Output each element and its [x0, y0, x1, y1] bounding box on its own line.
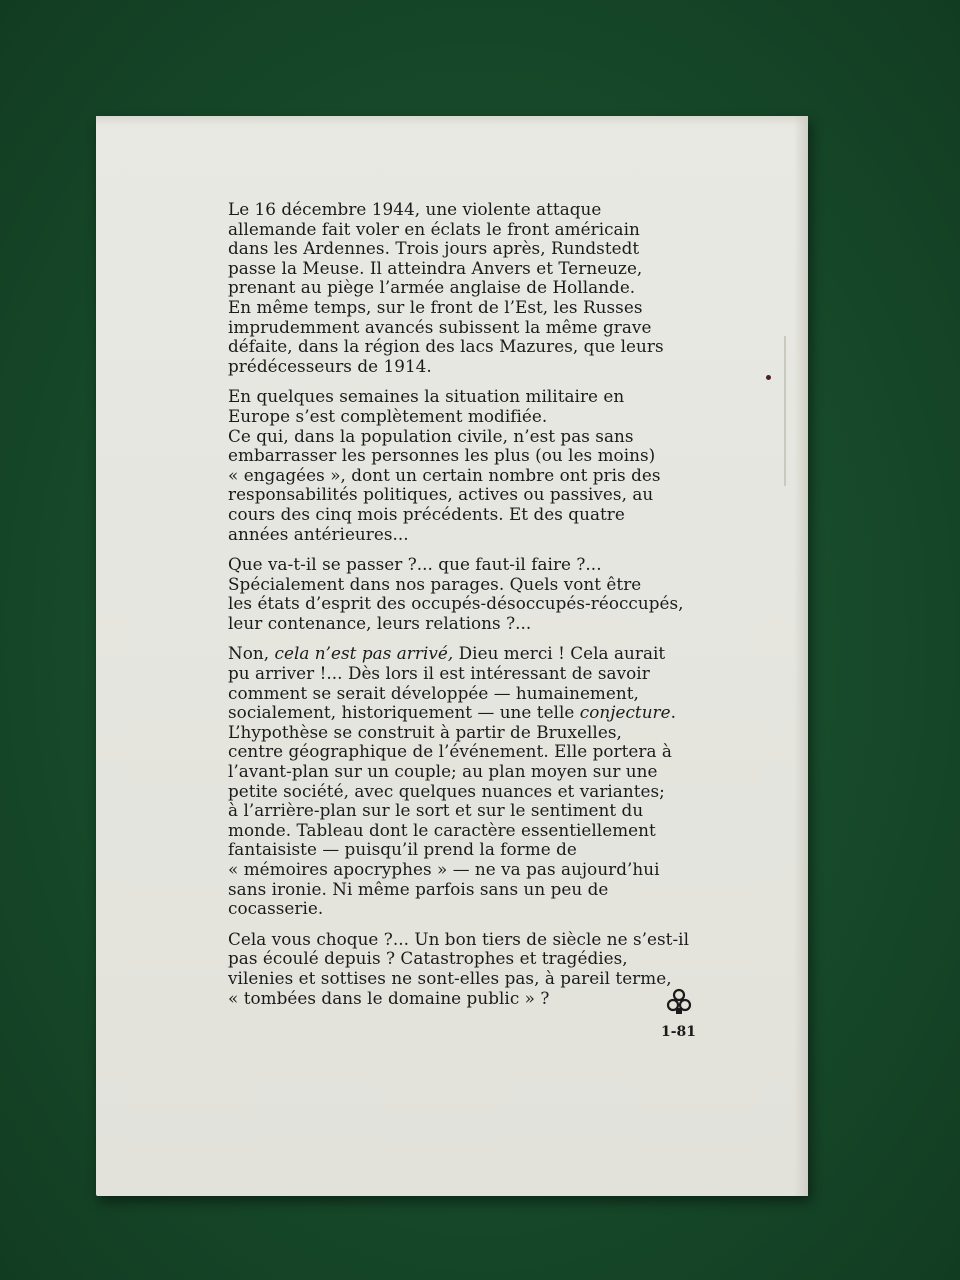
text-line: En quelques semaines la situation militaire en [228, 386, 625, 407]
paragraph-3 [228, 555, 706, 633]
italic-phrase: conjecture [579, 702, 671, 723]
text-line: comment se serait développée — humainement, [228, 682, 639, 703]
text-line: défaite, dans la région des lacs Mazures, que leurs [228, 336, 664, 357]
text-line: les états d’esprit des occupés-désoccupés-réoccupés, [228, 593, 684, 614]
text-line: « mémoires apocryphes » — ne va pas aujourd’hui [228, 859, 660, 879]
text-line: dans les Ardennes. Trois jours après, Rundstedt [228, 238, 640, 259]
text-line [228, 644, 706, 664]
text-line: pas écoulé depuis ? Catastrophes et tragédies, [228, 948, 628, 969]
text-line: « engagées », dont un certain nombre ont pris des [228, 464, 661, 485]
paragraph-2 [228, 387, 706, 544]
text-line: embarrasser les personnes les plus (ou les moins) [228, 445, 656, 466]
publisher-trefoil-icon [664, 986, 694, 1016]
text-run: socialement, historiquement — une telle [228, 702, 580, 723]
text-line: Cela vous choque ?... Un bon tiers de siècle ne s’est-il [228, 928, 690, 949]
text-line: leur contenance, leurs relations ?... [228, 612, 532, 633]
text-line: passe la Meuse. Il atteindra Anvers et Terneuze, [228, 257, 643, 278]
text-line: cocasserie. [228, 898, 324, 919]
text-line [228, 703, 706, 723]
text-line: imprudemment avancés subissent la même grave [228, 316, 652, 337]
paragraph-4 [228, 644, 706, 918]
text-line: allemande fait voler en éclats le front américain [228, 218, 640, 239]
text-line: Ce qui, dans la population civile, n’est pas sans [228, 425, 634, 446]
paragraph-1 [228, 200, 706, 376]
text-line: responsabilités politiques, actives ou passives, au [228, 484, 654, 505]
text-line: L’hypothèse se construit à partir de Bruxelles, [228, 721, 622, 742]
text-run: Non, [228, 643, 275, 664]
ink-spot [766, 375, 771, 380]
text-run: . [670, 702, 677, 723]
text-line: l’avant-plan sur un couple; au plan moyen sur une [228, 761, 658, 782]
text-line: cours des cinq mois précédents. Et des quatre [228, 503, 625, 524]
catalog-code: 1-81 [661, 1024, 697, 1040]
text-line: prenant au piège l’armée anglaise de Hollande. [228, 277, 636, 298]
text-line: En même temps, sur le front de l’Est, les Russes [228, 296, 643, 317]
cover-crease [784, 336, 800, 486]
text-line: Spécialement dans nos parages. Quels vont être [228, 573, 642, 594]
text-line: Europe s’est complètement modifiée. [228, 405, 548, 426]
paragraph-5 [228, 930, 706, 1008]
text-line: Le 16 décembre 1944, une violente attaque [228, 199, 602, 219]
text-line: sans ironie. Ni même parfois sans un peu de [228, 878, 609, 899]
book-back-cover [96, 116, 808, 1196]
text-line: petite société, avec quelques nuances et variantes; [228, 780, 665, 801]
text-line: centre géographique de l’événement. Elle portera à [228, 741, 672, 762]
text-line: pu arriver !... Dès lors il est intéressant de savoir [228, 663, 650, 684]
text-line: années antérieures... [228, 523, 409, 544]
text-line: à l’arrière-plan sur le sort et sur le sentiment du [228, 800, 644, 821]
text-run: Dieu merci ! Cela aurait [453, 643, 666, 664]
text-line: monde. Tableau dont le caractère essentiellement [228, 819, 656, 840]
text-line: Que va-t-il se passer ?... que faut-il faire ?... [228, 554, 602, 575]
text-line: prédécesseurs de 1914. [228, 355, 432, 376]
italic-phrase: cela n’est pas arrivé, [274, 643, 454, 664]
text-line: « tombées dans le domaine public » ? [228, 987, 550, 1008]
text-line: fantaisiste — puisqu’il prend la forme de [228, 839, 577, 860]
text-line: vilenies et sottises ne sont-elles pas, à pareil terme, [228, 967, 672, 988]
blurb-text [228, 200, 706, 1019]
